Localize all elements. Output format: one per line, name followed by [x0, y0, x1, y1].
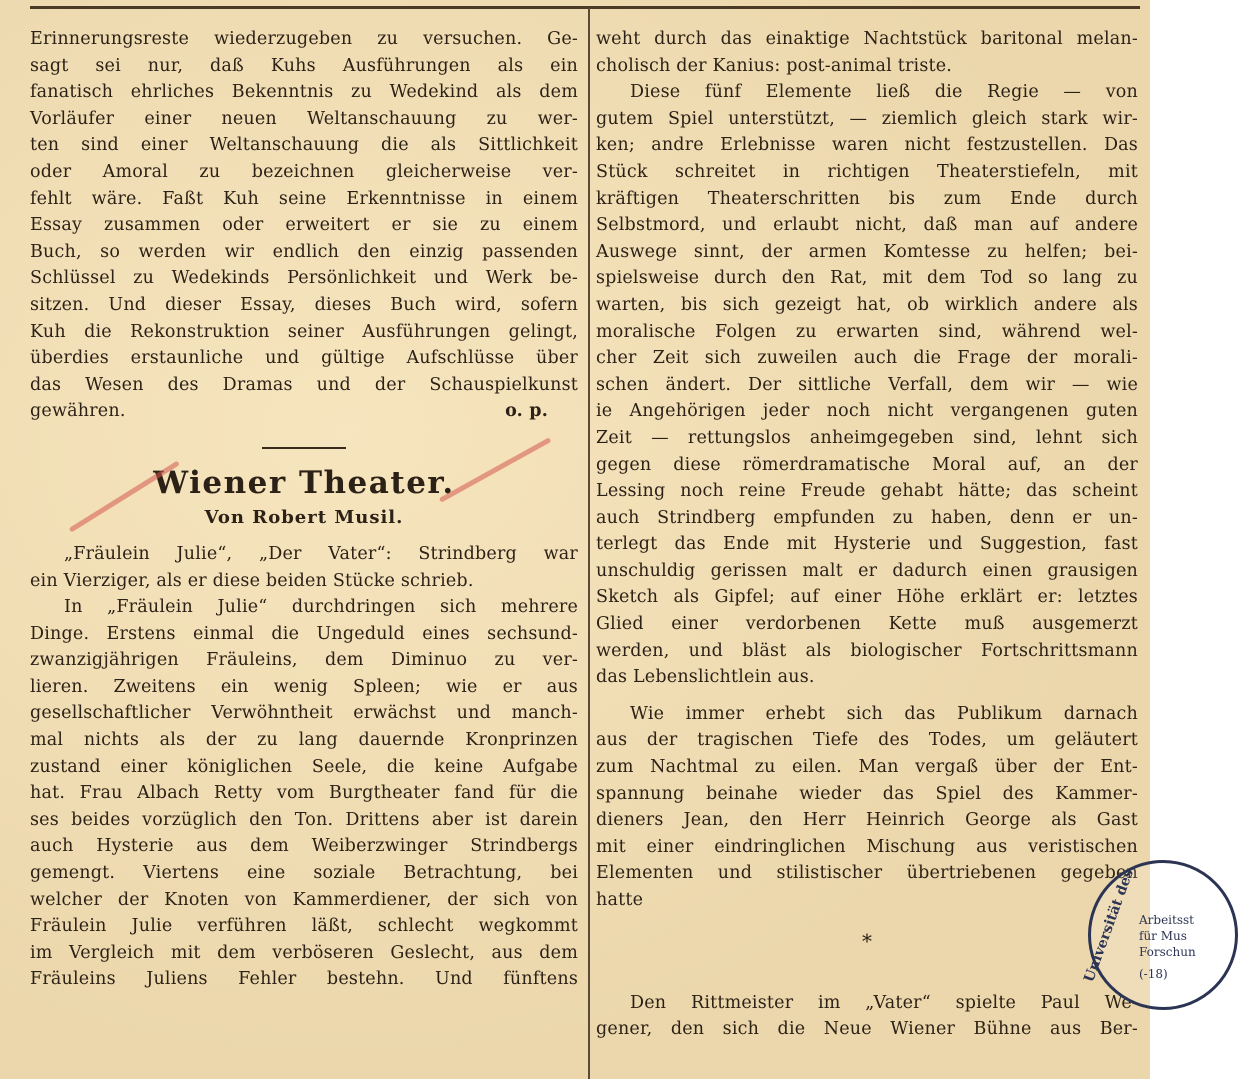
- text-line: fanatisch ehrliches Bekenntnis zu Wedekind als dem: [30, 82, 578, 103]
- text-line: Schlüssel zu Wedekinds Persönlichkeit und Werk be-: [30, 268, 578, 289]
- section-mark: *: [862, 928, 872, 953]
- left-paragraph-3: [30, 594, 578, 993]
- text-line: Buch, so werden wir endlich den einzig passenden: [30, 241, 578, 262]
- text-line: überdies erstaunliche und gültige Aufschlüsse über: [30, 348, 578, 369]
- right-paragraph-2: [596, 79, 1138, 664]
- text-line: Stück schreitet in richtigen Theaterstiefeln, mit: [596, 161, 1138, 182]
- text-line: warten, bis sich gezeigt hat, ob wirklich andere als: [596, 294, 1138, 315]
- text-line: auch Hysterie aus dem Weiberzwinger Strindbergs: [30, 836, 578, 857]
- text-line: ie Angehörigen jeder noch nicht vergangenen guten: [596, 401, 1138, 422]
- right-paragraph-1-last-line: cholisch der Kanius: post-animal triste.: [596, 55, 953, 76]
- text-line: Dinge. Erstens einmal die Ungeduld eines sechsund-: [30, 623, 578, 644]
- text-line: weht durch das einaktige Nachtstück baritonal melan-: [596, 29, 1138, 49]
- library-stamp: [1081, 860, 1238, 1010]
- article-byline: Von Robert Musil.: [204, 506, 404, 528]
- text-line: zwanzigjährigen Fräuleins, dem Diminuo zu ver-: [30, 650, 578, 671]
- text-line: gutem Spiel unterstützt, — ziemlich gleich stark wir-: [596, 108, 1138, 129]
- text-line: zustand einer königlichen Seele, die keine Aufgabe: [30, 756, 578, 777]
- text-line: In „Fräulein Julie“ durchdringen sich mehrere: [64, 597, 578, 618]
- text-line: im Vergleich mit dem verböseren Geslecht, aus dem: [30, 942, 578, 963]
- text-line: dieners Jean, den Herr Heinrich George als Gast: [596, 810, 1138, 831]
- paragraph-gap: [596, 958, 1138, 990]
- closing-line: [30, 398, 578, 425]
- column-divider: [588, 8, 590, 1079]
- text-line: spielsweise durch den Rat, mit dem Tod so lang zu: [596, 268, 1138, 289]
- text-line: unschuldig gerissen malt er dadurch einen grausigen: [596, 560, 1138, 581]
- top-rule: [30, 6, 1140, 9]
- right-paragraph-1: [596, 26, 1138, 53]
- paragraph-gap: [596, 691, 1138, 701]
- text-line: ein Vierziger, als er diese beiden Stücke schrieb.: [30, 570, 474, 591]
- text-line: Diese fünf Elemente ließ die Regie — von: [630, 82, 1138, 103]
- text-line: ten sind einer Weltanschauung die als Sittlichkeit: [30, 135, 578, 156]
- text-line: lieren. Zweitens ein wenig Spleen; wie er aus: [30, 676, 578, 697]
- text-line: werden, und bläst als biologischer Fortschrittsmann: [596, 640, 1138, 661]
- right-paragraph-3: [596, 701, 1138, 887]
- closing-word: gewähren.: [30, 401, 126, 422]
- text-line: Sketch als Gipfel; auf einer Höhe erklärt er: letztes: [596, 587, 1138, 608]
- text-line: schen ändert. Der sittliche Verfall, dem wir — wie: [596, 374, 1138, 395]
- text-line: cher Zeit sich zuweilen auch die Frage der morali-: [596, 348, 1138, 369]
- text-line: aus der tragischen Tiefe des Todes, um geläutert: [596, 730, 1138, 751]
- text-line: „Fräulein Julie“, „Der Vater“: Strindberg war: [64, 543, 578, 564]
- text-line: Zeit — rettungslos anheimgegeben sind, lehnt sich: [596, 427, 1138, 448]
- text-line: terlegt das Ende mit Hysterie und Suggestion, fast: [596, 534, 1138, 555]
- left-column: [30, 26, 578, 993]
- stamp-line: für Mus: [1139, 929, 1187, 943]
- right-paragraph-3-last-line: hatte: [596, 890, 644, 910]
- text-line: Vorläufer einer neuen Weltanschauung zu wer-: [30, 108, 578, 129]
- text-line: hat. Frau Albach Retty vom Burgtheater fand für die: [30, 783, 578, 804]
- text-line: oder Amoral zu bezeichnen gleicherweise ver-: [30, 161, 578, 182]
- text-line: Fräulein Julie verführen läßt, schlecht wegkommt: [30, 916, 578, 937]
- text-line: Wie immer erhebt sich das Publikum darnach: [630, 703, 1138, 724]
- text-line: sitzen. Und dieser Essay, dieses Buch wird, sofern: [30, 294, 578, 315]
- text-line: mal nichts als der zu lang dauernde Kronprinzen: [30, 730, 578, 751]
- article-heading: Wiener Theater.: [153, 464, 455, 501]
- text-line: das Wesen des Dramas und der Schauspielkunst: [30, 374, 578, 395]
- text-line: Lessing noch reine Freude gehabt hätte; das scheint: [596, 481, 1138, 502]
- text-line: Den Rittmeister im „Vater“ spielte Paul We-: [630, 992, 1138, 1013]
- text-line: spannung beinahe wieder das Spiel des Kammer-: [596, 783, 1138, 804]
- right-paragraph-4: [596, 990, 1138, 1043]
- text-line: ken; andre Erlebnisse waren nicht festzustellen. Das: [596, 135, 1138, 156]
- stamp-line: (-18): [1139, 967, 1168, 981]
- text-line: Erinnerungsreste wiederzugeben zu versuchen. Ge-: [30, 29, 578, 49]
- text-line: auch Strindberg empfunden zu haben, denn er un-: [596, 507, 1138, 528]
- text-line: moralische Folgen zu erwarten sind, während wel-: [596, 321, 1138, 342]
- right-column: [596, 26, 1138, 1043]
- text-line: Selbstmord, und erlaubt nicht, daß man auf andere: [596, 215, 1138, 236]
- text-line: Essay zusammen oder erweitert er sie zu einem: [30, 215, 578, 236]
- text-line: gemengt. Viertens eine soziale Betrachtung, bei: [30, 863, 578, 884]
- stamp-line: Forschun: [1139, 945, 1196, 959]
- signature: o. p.: [505, 401, 548, 422]
- text-line: gener, den sich die Neue Wiener Bühne aus Ber-: [596, 1019, 1138, 1040]
- text-line: gegen diese römerdramatische Moral auf, an der: [596, 454, 1138, 475]
- left-paragraph-2: [30, 541, 578, 594]
- text-line: kräftigen Theaterschritten bis zum Ende durch: [596, 188, 1138, 209]
- text-line: welcher der Knoten von Kammerdiener, der sich von: [30, 889, 578, 910]
- stamp-line: Arbeitsst: [1139, 913, 1194, 927]
- text-line: sagt sei nur, daß Kuhs Ausführungen als ein: [30, 55, 578, 76]
- text-line: Auswege sinnt, der armen Komtesse zu helfen; bei-: [596, 241, 1138, 262]
- left-paragraph-1: [30, 26, 578, 398]
- right-paragraph-2-last-line: das Lebenslichtlein aus.: [596, 667, 815, 688]
- text-line: ses beides vorzüglich den Ton. Drittens aber ist darein: [30, 809, 578, 830]
- text-line: fehlt wäre. Faßt Kuh seine Erkenntnisse in einem: [30, 188, 578, 209]
- text-line: gesellschaftlicher Verwöhntheit erwächst und manch-: [30, 703, 578, 724]
- text-line: Fräuleins Juliens Fehler bestehn. Und fünftens: [30, 969, 578, 990]
- text-line: Glied einer verdorbenen Kette muß ausgemerzt: [596, 614, 1138, 635]
- stamp-ring-text: Universität des: [1081, 867, 1137, 985]
- text-line: Elementen und stilistischer übertriebenen gegeben: [596, 863, 1138, 884]
- separator-rule: [262, 447, 346, 449]
- text-line: Kuh die Rekonstruktion seiner Ausführungen gelingt,: [30, 321, 578, 342]
- text-line: mit einer eindringlichen Mischung aus veristischen: [596, 836, 1138, 857]
- text-line: zum Nachtmal zu eilen. Man vergaß über der Ent-: [596, 757, 1138, 778]
